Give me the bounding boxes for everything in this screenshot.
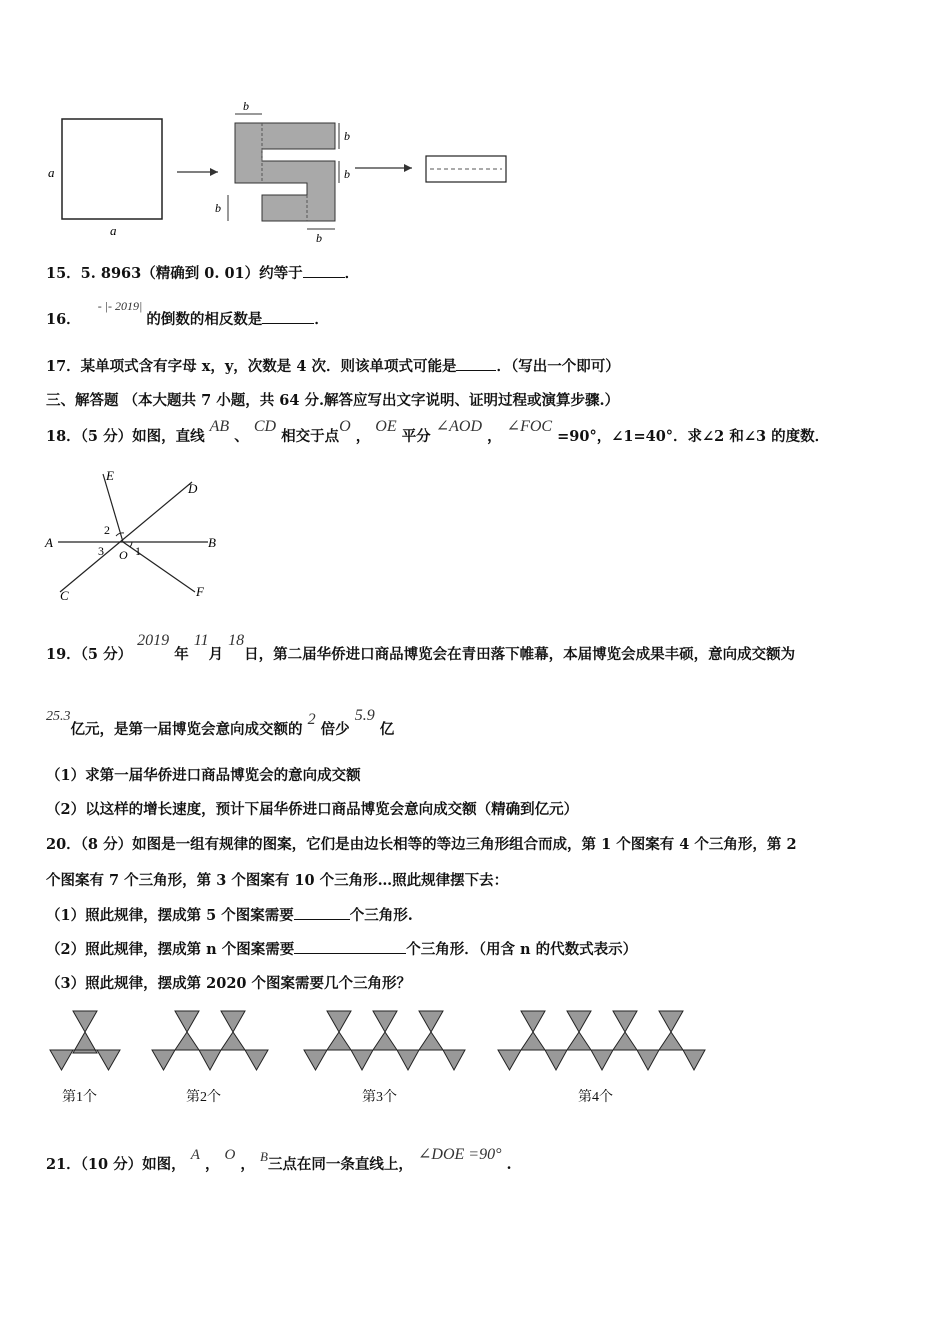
q15-text: 15．5. 8963（精确到 0. 01）约等于 [46, 265, 303, 282]
angle-1-label: 1 [135, 544, 141, 558]
label-a-left: a [48, 165, 55, 180]
q19-day: 18 [228, 632, 245, 649]
q20-sub-2 [46, 938, 637, 959]
q21-o: O [224, 1147, 236, 1163]
q19-times: 2 [307, 711, 316, 728]
q20-sub-1-end: 个三角形. [349, 907, 413, 924]
caption-pattern-1: 第1个 [62, 1090, 97, 1105]
q21-end: . [506, 1156, 512, 1173]
q15-end: ． [344, 265, 360, 282]
point-f: F [196, 584, 204, 599]
q17-answer-blank[interactable] [456, 356, 496, 371]
point-e: E [106, 468, 114, 483]
q17-end: ．（写出一个即可） [496, 358, 620, 375]
q16-expression: - |- 2019| [97, 299, 143, 313]
q21-b: B [259, 1149, 268, 1164]
q18-text-4: =90°，∠1=40°．求∠2 和∠3 的度数． [557, 428, 830, 445]
q21-sep-1: ， [204, 1156, 220, 1173]
angle-3-label: 3 [98, 544, 104, 558]
q20-sub-1-text: （1）照此规律，摆成第 5 个图案需要 [46, 907, 294, 924]
question-21 [46, 1146, 512, 1174]
q19-sub-2: （2）以这样的增长速度，预计下届华侨进口商品博览会意向成交额（精确到亿元） [46, 801, 579, 818]
caption-pattern-3: 第3个 [362, 1090, 397, 1105]
q18-o: O [339, 418, 351, 435]
point-d: D [188, 481, 198, 496]
q20-sub-2-blank[interactable] [294, 939, 406, 954]
section-3-header: 三、解答题 （本大题共 7 小题，共 64 分.解答应写出文字说明、证明过程或演算步骤.） [46, 392, 620, 409]
q19-text-5: 亿 [379, 721, 395, 738]
q18-oe: OE [375, 418, 397, 435]
q16-number: 16． [46, 311, 81, 328]
q20-sub-2-text: （2）照此规律，摆成第 n 个图案需要 [46, 941, 295, 958]
q20-line-2: 个图案有 7 个三角形，第 3 个图案有 10 个三角形…照此规律摆下去： [46, 872, 509, 889]
pattern-4 [498, 1011, 705, 1070]
question-19-line-2 [46, 707, 395, 739]
q20-sub-3: （3）照此规律，摆成第 2020 个图案需要几个三角形？ [46, 975, 412, 992]
q19-nian: 年 [174, 646, 189, 663]
q18-aod: ∠AOD [435, 418, 483, 435]
q19-text-4: 倍少 [320, 721, 350, 738]
q18-text-2: 相交于点 [281, 428, 340, 445]
pattern-1 [50, 1011, 120, 1070]
triangle-patterns-figure [40, 1005, 720, 1075]
q19-amount: 25.3 [46, 709, 71, 724]
q18-cd: CD [253, 418, 277, 435]
q20-sub-1-blank[interactable] [294, 905, 350, 920]
pattern-2 [152, 1011, 268, 1070]
q19-text-1: 19．（5 分） [46, 646, 133, 663]
caption-pattern-2: 第2个 [186, 1090, 221, 1105]
label-b-left: b [215, 201, 221, 215]
point-o: O [119, 548, 128, 562]
q21-sep-2: ， [240, 1156, 255, 1173]
label-b-bottom: b [316, 231, 322, 245]
q18-text-1: 18．（5 分）如图，直线 [46, 428, 205, 445]
question-19 [46, 632, 796, 664]
intersecting-lines-figure [40, 462, 240, 607]
q16-answer-blank[interactable] [262, 309, 314, 324]
question-16 [46, 299, 329, 329]
q20-sub-1 [46, 904, 413, 925]
q21-text-2: 三点在同一条直线上， [267, 1156, 413, 1173]
q18-ab: AB [209, 418, 230, 435]
q19-yue: 月 [208, 646, 224, 663]
q17-text: 17．某单项式含有字母 x，y，次数是 4 次．则该单项式可能是 [46, 358, 457, 375]
label-a-bottom: a [110, 223, 117, 238]
q21-a: A [190, 1147, 200, 1163]
caption-pattern-4: 第4个 [578, 1090, 613, 1105]
q20-sub-2-end: 个三角形．（用含 n 的代数式表示） [406, 941, 638, 958]
q19-month: 11 [193, 632, 209, 649]
q19-sub-1: （1）求第一届华侨进口商品博览会的意向成交额 [46, 767, 361, 784]
q18-foc: ∠FOC [506, 418, 553, 435]
pattern-3 [304, 1011, 465, 1070]
q15-answer-blank[interactable] [303, 263, 345, 278]
q21-angle: ∠DOE =90° [418, 1146, 502, 1163]
q19-text-3: 亿元，是第一届博览会意向成交额的 [70, 721, 303, 738]
question-18 [46, 418, 830, 446]
q20-line-1: 20．（8 分）如图是一组有规律的图案，它们是由边长相等的等边三角形组合而成，第 1 个图案有 4 个三角形，第 2 [46, 836, 797, 853]
point-a: A [45, 535, 53, 550]
q19-less: 5.9 [354, 707, 375, 724]
q18-text-3: 平分 [401, 428, 431, 445]
q21-text-1: 21．（10 分）如图， [46, 1156, 186, 1173]
q19-year: 2019 [137, 632, 170, 649]
label-b-top: b [243, 99, 249, 113]
question-15 [46, 262, 359, 283]
q18-sep-2: ， [355, 428, 371, 445]
point-b: B [208, 535, 216, 550]
angle-2-label: 2 [104, 523, 110, 537]
q16-end: ． [314, 311, 329, 328]
q18-sep-3: ， [487, 428, 502, 445]
label-b-right2: b [344, 167, 350, 181]
label-b-right1: b [344, 129, 350, 143]
question-17 [46, 355, 620, 376]
point-c: C [60, 588, 69, 603]
q19-text-2: 日，第二届华侨进口商品博览会在青田落下帷幕，本届博览会成果丰硕，意向成交额为 [244, 646, 796, 663]
q16-text: 的倒数的相反数是 [146, 311, 263, 328]
square-to-rectangle-figure [40, 95, 520, 245]
q18-sep-1: 、 [234, 428, 249, 445]
